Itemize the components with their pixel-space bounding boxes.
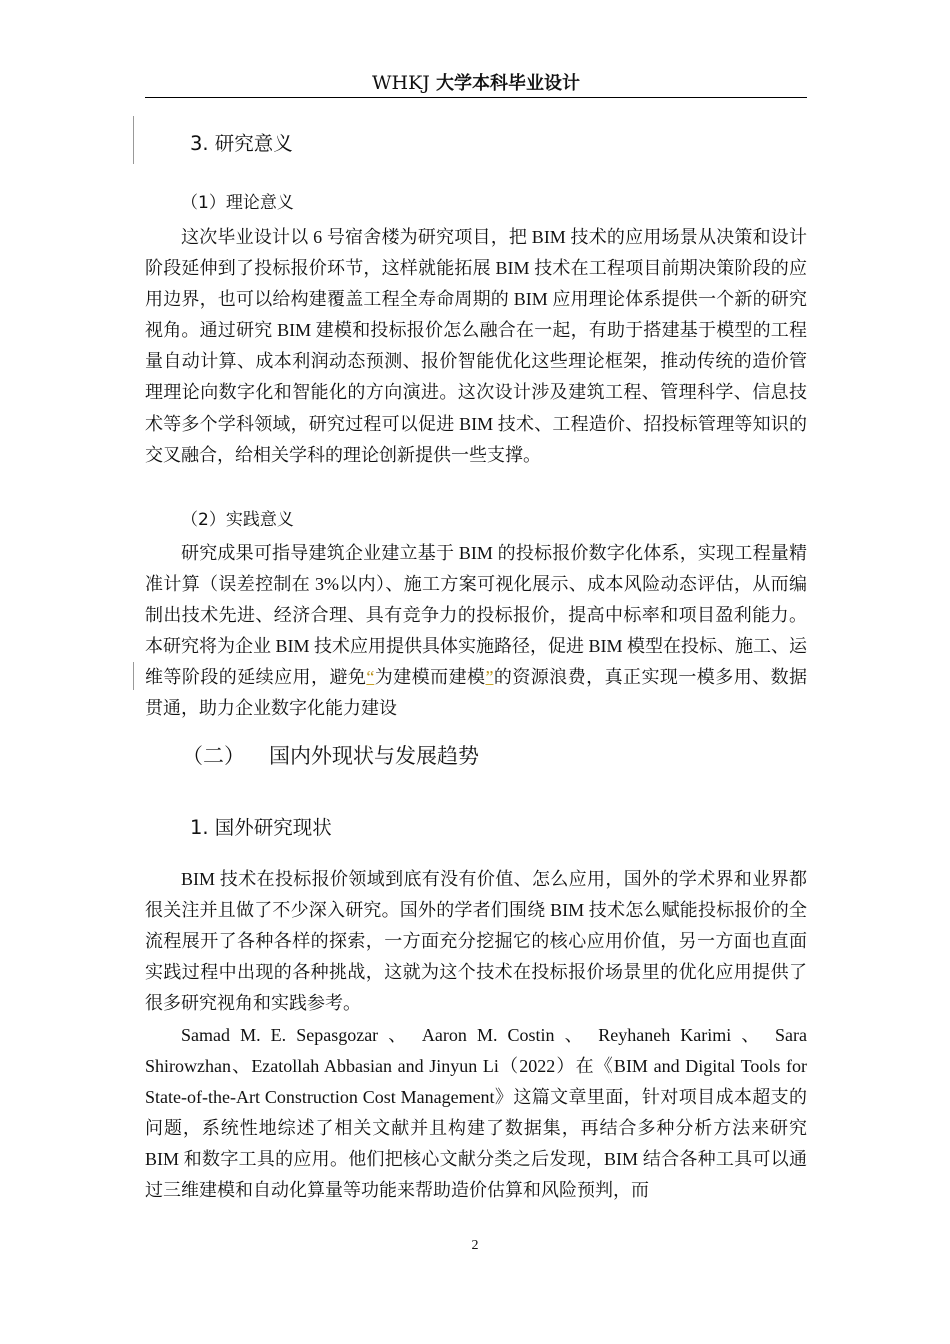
page-number: 2: [471, 1238, 479, 1253]
header-rule: [145, 97, 807, 98]
paragraph-practical: [145, 538, 807, 725]
header-code: WHKJ: [372, 72, 430, 94]
chapter-heading-status-trends: [182, 740, 479, 770]
margin-change-bar: [133, 662, 134, 690]
section-heading-research-significance: 3. 研究意义: [190, 132, 293, 155]
paragraph-theoretical: 这次毕业设计以 6 号宿舍楼为研究项目，把 BIM 技术的应用场景从决策和设计阶段延伸到了投标报价环节，这样就能拓展 BIM 技术在工程项目前期决策阶段的应用边界，也可以给构建覆盖工程全寿命周期的 BIM 应用理论体系提供一个新的研究视角。通过研究 BIM 建模和投标报价怎么融合在一起，有助于搭建基于模型的工程量自动计算、成本利润动态预测、报价智能优化这些理论框架，推动传统的造价管理理论向数字化和智能化的方向演进。这次设计涉及建筑工程、管理科学、信息技术等多个学科领域，研究过程可以促进 BIM 技术、工程造价、招投标管理等知识的交叉融合，给相关学科的理论创新提供一些支撑。: [145, 227, 807, 465]
chapter-number: （二）: [182, 744, 245, 768]
subheading-theoretical-significance: （1）理论意义: [181, 193, 294, 213]
quoted-phrase: 为建模而建模: [374, 667, 486, 688]
page-header: [145, 70, 807, 97]
paragraph-foreign-literature: Samad M. E. Sepasgozar 、 Aaron M. Costin 、 Reyhaneh Karimi 、 Sara Shirowzhan、Ezatollah Abbasian and Jinyun Li（2022）在《BIM and Digital Tools for State-of-the-Art Construction Cost Management》这篇文章里面，针对项目成本超支的问题，系统性地综述了相关文献并且构建了数据集，再结合多种分析方法来研究 BIM 和数字工具的应用。他们把核心文献分类之后发现，BIM 结合各种工具可以通过三维建模和自动化算量等功能来帮助造价估算和风险预判，而: [145, 1025, 807, 1201]
open-quote-mark: “: [366, 667, 375, 688]
header-title: 大学本科毕业设计: [435, 73, 580, 94]
section-heading-foreign-research: 1. 国外研究现状: [190, 816, 332, 839]
paragraph-practical-tail: 的资源浪费，真正实现一模多用、数据贯通，助力企业数字化能力建设: [145, 667, 808, 719]
subheading-practical-significance: （2）实践意义: [181, 510, 294, 530]
paragraph-foreign-overview: BIM 技术在投标报价领域到底有没有价值、怎么应用，国外的学术界和业界都很关注并且做了不少深入研究。国外的学者们围绕 BIM 技术怎么赋能投标报价的全流程展开了各种各样的探索，一方面充分挖掘它的核心应用价值，另一方面也直面实践过程中出现的各种挑战，这就为这个技术在投标报价场景里的优化应用提供了很多研究视角和实践参考。: [145, 869, 807, 1014]
margin-change-bar: [133, 116, 134, 164]
close-quote-mark: ”: [485, 667, 494, 688]
paragraph-practical-text: 研究成果可指导建筑企业建立基于 BIM 的投标报价数字化体系，实现工程量精准计算（误差控制在 3%以内）、施工方案可视化展示、成本风险动态评估，从而编制出技术先进、经济合理、具有竞争力的投标报价，提高中标率和项目盈利能力。本研究将为企业 BIM 技术应用提供具体实施路径，促进 BIM 模型在投标、施工、运维等阶段的延续应用，避免: [145, 543, 808, 688]
chapter-title: 国内外现状与发展趋势: [269, 744, 479, 768]
